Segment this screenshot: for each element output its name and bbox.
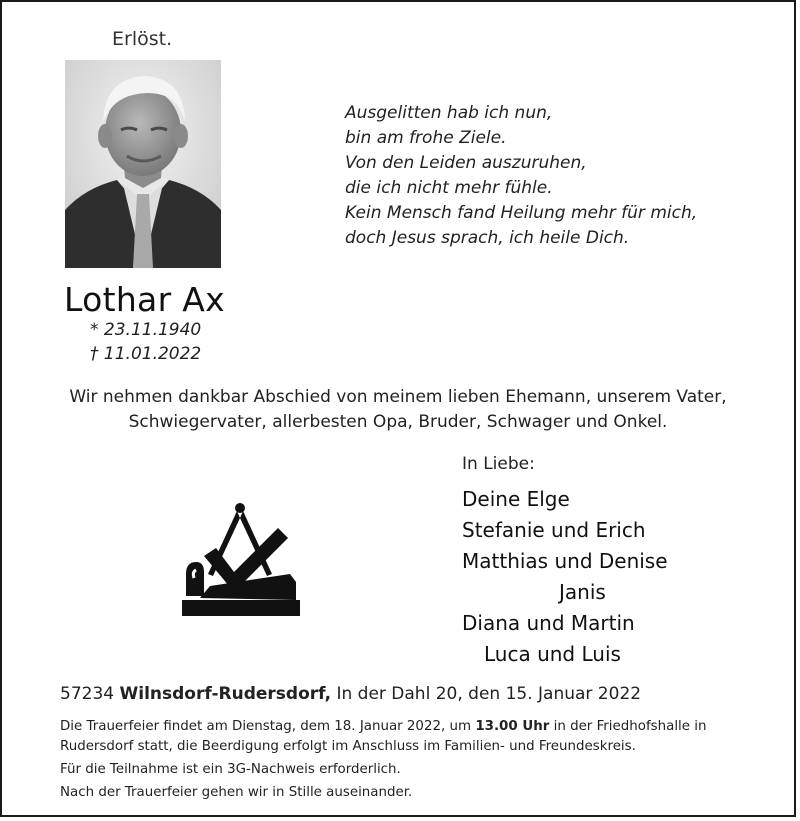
carpenter-plane-square-compass-icon	[180, 502, 302, 620]
mourner-line: Diana und Martin	[462, 611, 635, 635]
death-date: † 11.01.2022	[90, 344, 202, 364]
header-title: Erlöst.	[112, 28, 173, 50]
poem-line: Von den Leiden auszuruhen,	[345, 153, 587, 173]
deceased-name: Lothar Ax	[64, 280, 225, 319]
birth-date: * 23.11.1940	[90, 320, 202, 340]
mourners-list	[462, 484, 668, 670]
town: Wilnsdorf-Rudersdorf,	[119, 684, 332, 704]
service-note: Nach der Trauerfeier gehen wir in Stille auseinander.	[60, 785, 413, 800]
portrait-photo	[65, 60, 221, 268]
service-note: Für die Teilnahme ist ein 3G-Nachweis erforderlich.	[60, 762, 401, 777]
farewell-line: Wir nehmen dankbar Abschied von meinem lieben Ehemann, unserem Vater,	[69, 387, 727, 407]
address-line	[60, 684, 641, 704]
poem-line: bin am frohe Ziele.	[345, 128, 507, 148]
poem-line: Kein Mensch fand Heilung mehr für mich,	[345, 203, 698, 223]
poem-line: doch Jesus sprach, ich heile Dich.	[345, 228, 630, 248]
mourners-label: In Liebe:	[462, 454, 535, 474]
address-rest: In der Dahl 20, den 15. Januar 2022	[336, 684, 642, 704]
mourner-line: Janis	[559, 580, 606, 604]
mourner-line: Luca und Luis	[484, 642, 621, 666]
mourner-line: Deine Elge	[462, 487, 570, 511]
mourner-line: Matthias und Denise	[462, 549, 668, 573]
mourner-line: Stefanie und Erich	[462, 518, 646, 542]
poem-line: die ich nicht mehr fühle.	[345, 178, 553, 198]
service-paragraph	[60, 717, 760, 757]
farewell-text	[2, 385, 794, 435]
service-time: 13.00 Uhr	[475, 719, 550, 734]
poem	[345, 101, 697, 251]
service-text: in der Friedhofshalle in Rudersdorf statt, die Beerdigung erfolgt im Anschluss im Familien- und Freundeskreis.	[60, 719, 707, 754]
service-info	[60, 717, 760, 803]
postal-code: 57234	[60, 684, 115, 704]
portrait-image	[65, 60, 221, 268]
farewell-line: Schwiegervater, allerbesten Opa, Bruder, Schwager und Onkel.	[128, 412, 668, 432]
service-text: Die Trauerfeier findet am Dienstag, dem 18. Januar 2022, um	[60, 719, 472, 734]
poem-line: Ausgelitten hab ich nun,	[345, 103, 553, 123]
